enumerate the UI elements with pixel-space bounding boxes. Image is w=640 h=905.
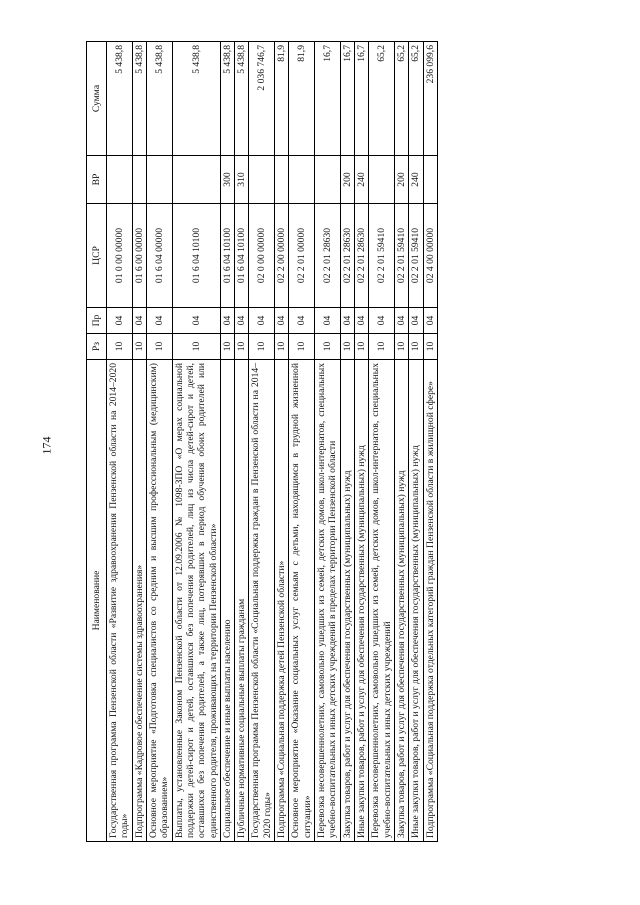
cell-rz: 10 (423, 334, 437, 360)
header-vr: ВР (87, 156, 107, 204)
cell-csr: 01 6 04 10100 (220, 204, 234, 308)
cell-name: Перевозка несовершеннолетних, самовольно ушедших из семей, детских домов, школ-интернатов, специальных учебно-воспитательных и иных детских учреждений (369, 360, 395, 842)
table-header-row (87, 42, 107, 842)
cell-vr: 310 (235, 156, 249, 204)
table-row (275, 42, 289, 842)
cell-pr: 04 (394, 308, 408, 334)
cell-csr: 01 6 04 10100 (235, 204, 249, 308)
cell-csr: 02 2 01 00000 (289, 204, 315, 308)
cell-sum: 5 438,8 (132, 42, 146, 156)
cell-vr: 300 (220, 156, 234, 204)
cell-name: Государственная программа Пензенской области «Развитие здравоохранения Пензенской области на 2014–2020 годы» (107, 360, 133, 842)
cell-pr: 04 (146, 308, 172, 334)
cell-sum: 5 438,8 (146, 42, 172, 156)
cell-vr (289, 156, 315, 204)
cell-sum: 81,9 (289, 42, 315, 156)
cell-name: Социальное обеспечение и иные выплаты населению (220, 360, 234, 842)
cell-pr: 04 (315, 308, 341, 334)
cell-sum: 16,7 (340, 42, 354, 156)
cell-sum: 16,7 (354, 42, 368, 156)
cell-csr: 01 6 04 10100 (172, 204, 220, 308)
cell-name: Иные закупки товаров, работ и услуг для обеспечения государственных (муниципальных) нужд (409, 360, 423, 842)
cell-name: Перевозка несовершеннолетних, самовольно ушедших из семей, детских домов, школ-интернатов, специальных учебно-воспитательных и иных детских учреждений в пределах территории Пензенской области (315, 360, 341, 842)
cell-pr: 04 (409, 308, 423, 334)
cell-name: Закупка товаров, работ и услуг для обеспечения государственных (муниципальных) нужд (340, 360, 354, 842)
cell-rz: 10 (235, 334, 249, 360)
cell-pr: 04 (235, 308, 249, 334)
cell-csr: 02 4 00 00000 (423, 204, 437, 308)
cell-rz: 10 (340, 334, 354, 360)
cell-rz: 10 (172, 334, 220, 360)
cell-sum: 236 099,6 (423, 42, 437, 156)
table-row (394, 42, 408, 842)
header-rz: Рз (87, 334, 107, 360)
table-row (315, 42, 341, 842)
cell-sum: 5 438,8 (107, 42, 133, 156)
cell-vr (146, 156, 172, 204)
cell-sum: 65,2 (369, 42, 395, 156)
cell-vr (249, 156, 275, 204)
cell-rz: 10 (249, 334, 275, 360)
cell-name: Основное мероприятие «Оказание социальных услуг семьям с детьми, находящимся в трудной жизненной ситуации» (289, 360, 315, 842)
cell-pr: 04 (289, 308, 315, 334)
cell-pr: 04 (220, 308, 234, 334)
cell-pr: 04 (354, 308, 368, 334)
table-row (220, 42, 234, 842)
cell-pr: 04 (132, 308, 146, 334)
table-row (146, 42, 172, 842)
cell-vr (369, 156, 395, 204)
cell-csr: 02 2 01 28630 (354, 204, 368, 308)
cell-pr: 04 (249, 308, 275, 334)
cell-csr: 02 2 00 00000 (275, 204, 289, 308)
cell-pr: 04 (340, 308, 354, 334)
cell-rz: 10 (107, 334, 133, 360)
cell-rz: 10 (369, 334, 395, 360)
cell-name: Основное мероприятие «Подготовка специалистов со средним и высшим профессиональным (медицинским) образованием» (146, 360, 172, 842)
table-row (369, 42, 395, 842)
header-pr: Пр (87, 308, 107, 334)
cell-csr: 01 0 00 00000 (107, 204, 133, 308)
cell-rz: 10 (354, 334, 368, 360)
cell-csr: 01 6 04 00000 (146, 204, 172, 308)
table-row (172, 42, 220, 842)
cell-sum: 65,2 (409, 42, 423, 156)
cell-vr (172, 156, 220, 204)
cell-csr: 02 0 00 00000 (249, 204, 275, 308)
table-body (107, 42, 438, 842)
cell-name: Подпрограмма «Социальная поддержка отдельных категорий граждан Пензенской области в жилищной сфере» (423, 360, 437, 842)
table-row (340, 42, 354, 842)
cell-sum: 16,7 (315, 42, 341, 156)
table-row (423, 42, 437, 842)
page-number: 174 (39, 436, 54, 455)
cell-rz: 10 (146, 334, 172, 360)
cell-rz: 10 (289, 334, 315, 360)
cell-sum: 5 438,8 (235, 42, 249, 156)
cell-vr (423, 156, 437, 204)
cell-name: Государственная программа Пензенской области «Социальная поддержка граждан в Пензенской области на 2014–2020 годы» (249, 360, 275, 842)
cell-pr: 04 (369, 308, 395, 334)
cell-name: Закупка товаров, работ и услуг для обеспечения государственных (муниципальных) нужд (394, 360, 408, 842)
rotated-table-wrapper (86, 42, 546, 842)
cell-vr: 200 (394, 156, 408, 204)
budget-table (86, 41, 438, 842)
cell-sum: 65,2 (394, 42, 408, 156)
cell-vr: 240 (409, 156, 423, 204)
cell-vr (315, 156, 341, 204)
cell-csr: 01 6 00 00000 (132, 204, 146, 308)
cell-vr: 240 (354, 156, 368, 204)
cell-vr: 200 (340, 156, 354, 204)
cell-sum: 2 036 746,7 (249, 42, 275, 156)
cell-rz: 10 (132, 334, 146, 360)
cell-rz: 10 (220, 334, 234, 360)
cell-rz: 10 (394, 334, 408, 360)
cell-csr: 02 2 01 28630 (315, 204, 341, 308)
cell-csr: 02 2 01 59410 (369, 204, 395, 308)
cell-sum: 81,9 (275, 42, 289, 156)
cell-csr: 02 2 01 59410 (394, 204, 408, 308)
table-row (132, 42, 146, 842)
table-row (354, 42, 368, 842)
table-row (235, 42, 249, 842)
cell-vr (107, 156, 133, 204)
cell-pr: 04 (275, 308, 289, 334)
cell-name: Подпрограмма «Кадровое обеспечение системы здравоохранения» (132, 360, 146, 842)
cell-pr: 04 (172, 308, 220, 334)
cell-name: Иные закупки товаров, работ и услуг для обеспечения государственных (муниципальных) нужд (354, 360, 368, 842)
header-sum: Сумма (87, 42, 107, 156)
cell-pr: 04 (107, 308, 133, 334)
cell-rz: 10 (315, 334, 341, 360)
cell-sum: 5 438,8 (220, 42, 234, 156)
table-row (409, 42, 423, 842)
header-name: Наименование (87, 360, 107, 842)
cell-name: Подпрограмма «Социальная поддержка детей Пензенской области» (275, 360, 289, 842)
cell-name: Выплаты, установленные Законом Пензенской области от 12.09.2006 № 1098-ЗПО «О мерах социальной поддержки детей-сирот и детей, оставшихся без попечения родителей, лиц из числа детей-сирот и детей, оставшихся без попечения родителей, а также лиц, потерявших в период обучения обоих родителей или единственного родителя, проживающих на территории Пензенской области» (172, 360, 220, 842)
cell-csr: 02 2 01 28630 (340, 204, 354, 308)
cell-name: Публичные нормативные социальные выплаты гражданам (235, 360, 249, 842)
table-row (249, 42, 275, 842)
table-row (107, 42, 133, 842)
table-row (289, 42, 315, 842)
header-csr: ЦСР (87, 204, 107, 308)
cell-rz: 10 (275, 334, 289, 360)
cell-vr (132, 156, 146, 204)
cell-rz: 10 (409, 334, 423, 360)
cell-sum: 5 438,8 (172, 42, 220, 156)
cell-csr: 02 2 01 59410 (409, 204, 423, 308)
cell-vr (275, 156, 289, 204)
cell-pr: 04 (423, 308, 437, 334)
